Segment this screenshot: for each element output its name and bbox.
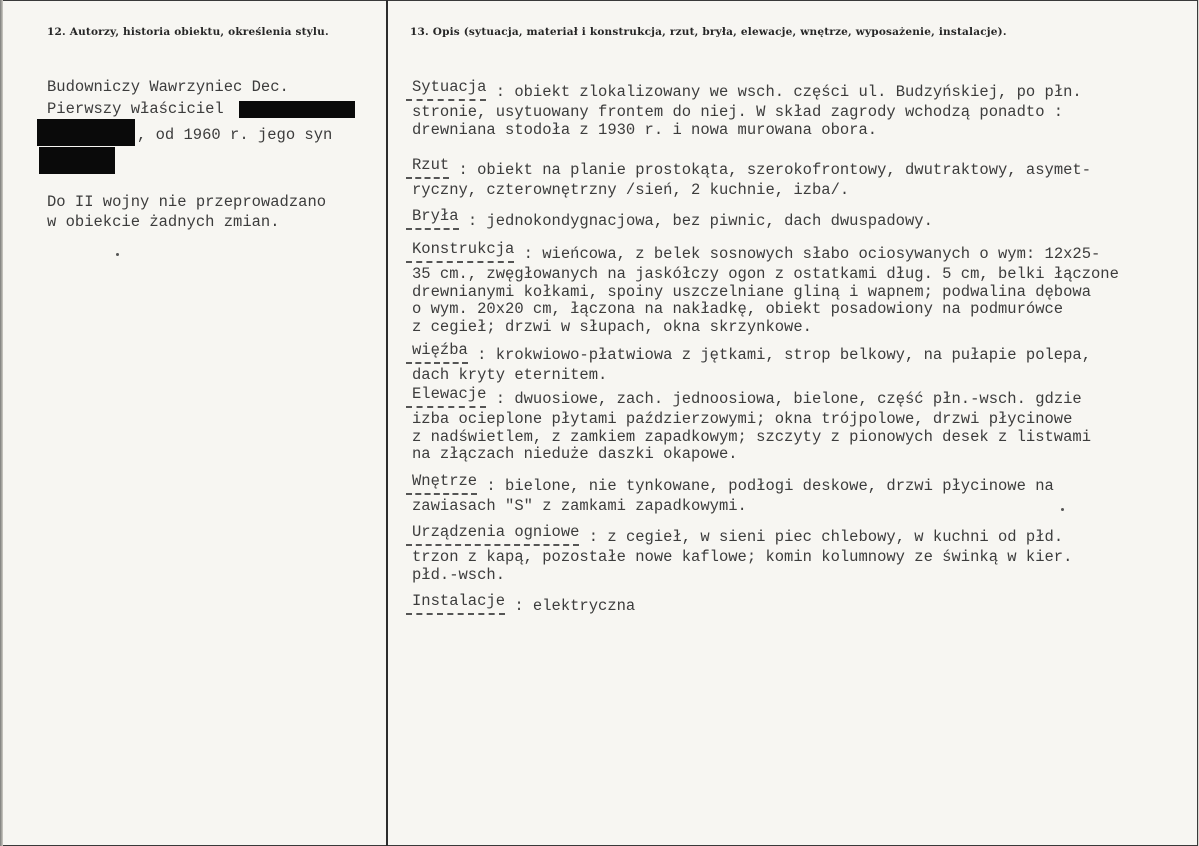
section-text: : obiekt zlokalizowany we wsch. części ul. Budzyńskiej, po płn. [486,83,1082,101]
section-situation [412,76,1182,139]
header-authors-history: 12. Autorzy, historia obiektu, określenia stylu. [47,26,329,38]
section-text: dach kryty eternitem. [412,366,608,384]
section-heading: Instalacje [412,590,505,614]
section-text: : z cegieł, w sieni piec chlebowy, w kuchni od płd. [579,528,1064,546]
stray-mark [116,253,119,256]
section-text: ryczny, czterownętrzny /sień, 2 kuchnie, izba/. [412,181,850,199]
history-line: w obiekcie żadnych zmian. [47,213,280,231]
section-heading: Elewacje [412,383,486,407]
section-heading: Rzut [412,154,449,178]
section-text: 35 cm., zwęgłowanych na jaskółczy ogon z ostatkami dług. 5 cm, belki łączone [412,265,1119,283]
section-heading: Sytuacja [412,76,486,100]
section-text: płd.-wsch. [412,565,506,584]
section-elevations [412,383,1182,464]
section-text: z nadświetlem, z zamkiem zapadkowym; szczyty z pionowych desek z listwami [412,427,1092,446]
first-owner-label: Pierwszy właściciel [47,100,224,118]
card-edge-shadow [0,0,3,846]
section-text: : jednokondygnacjowa, bez piwnic, dach dwuspadowy. [458,212,933,230]
redaction-bar [37,119,135,146]
section-heading: Konstrukcja [412,238,514,262]
son-line: , od 1960 r. jego syn [137,126,333,144]
section-text: : bielone, nie tynkowane, podłogi deskowe, drzwi płycinowe na [477,477,1054,495]
section-text: : elektryczna [505,597,636,615]
section-installations [412,590,1182,618]
builder-line: Budowniczy Wawrzyniec Dec. [47,78,289,96]
section-text: stronie, usytuowany frontem do niej. W skład zagrody wchodzą ponadto : [412,103,1064,121]
column-divider [386,0,388,846]
section-text: z cegieł; drzwi w słupach, okna skrzynkowe. [412,317,812,336]
section-text: : wieńcowa, z belek sosnowych słabo ociosywanych o wym: 12x25- [514,245,1101,263]
section-text: zawiasach "S" z zamkami zapadkowymi. [412,497,747,515]
section-heading: Bryła [412,205,459,229]
header-description: 13. Opis (sytuacja, materiał i konstrukcja, rzut, bryła, elewacje, wnętrze, wyposażenie, instalacje). [410,26,1007,38]
section-interior [412,470,1182,516]
section-text: na złączach nieduże daszki okapowe. [412,445,738,463]
section-plan [412,154,1182,200]
section-heating [412,521,1182,584]
section-text: : obiekt na planie prostokąta, szerokofrontowy, dwutraktowy, asymet- [449,161,1092,179]
section-heading: Urządzenia ogniowe [412,521,579,545]
section-text: o wym. 20x20 cm, łączona na nakładkę, obiekt posadowiony na podmurówce [412,300,1064,318]
section-text: trzon z kapą, pozostałe nowe kaflowe; komin kolumnowy ze świnką w kier. [412,548,1073,566]
section-construction [412,238,1182,336]
section-text: : dwuosiowe, zach. jednoosiowa, bielone, część płn.-wsch. gdzie [486,390,1082,408]
section-text: : krokwiowo-płatwiowa z jętkami, strop belkowy, na pułapie polepa, [467,346,1092,364]
section-heading: więźba [412,339,468,363]
stray-mark [1061,508,1064,511]
redaction-bar [39,147,115,174]
section-roof-truss [412,339,1182,385]
section-text: izba ocieplone płytami paździerzowymi; okna trójpolowe, drzwi płycinowe [412,410,1073,428]
section-massing [412,205,1182,233]
section-text: drewnianymi kołkami, spoiny uszczelniane gliną i wapnem; podwalina dębowa [412,282,1092,301]
redaction-bar [239,101,355,118]
history-line: Do II wojny nie przeprowadzano [47,193,327,211]
section-heading: Wnętrze [412,470,477,494]
section-text: drewniana stodoła z 1930 r. i nowa murowana obora. [412,120,878,139]
